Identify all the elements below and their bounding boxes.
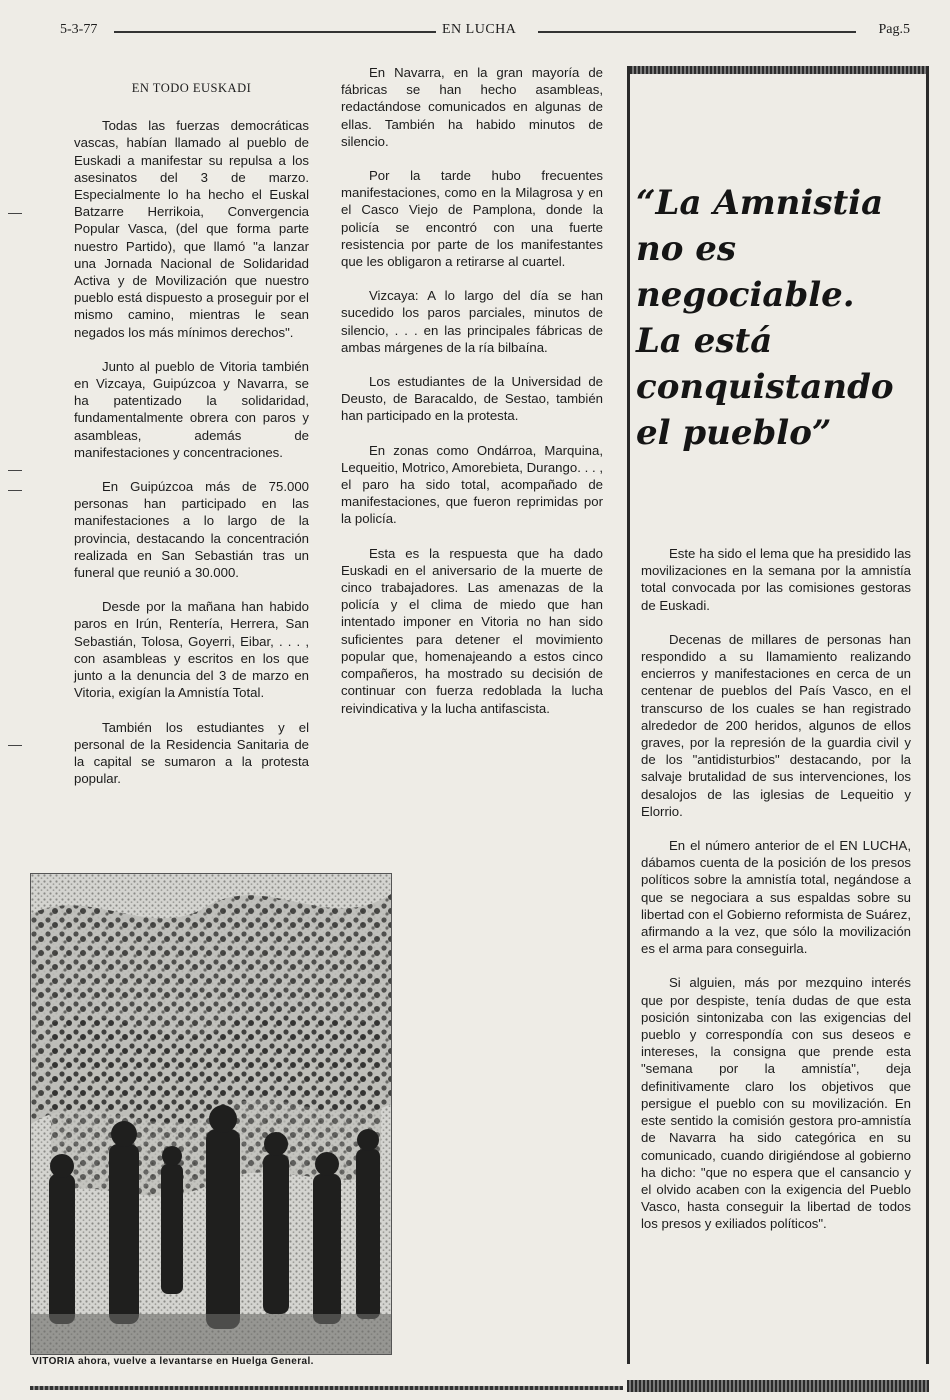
article-continuation <box>341 64 603 734</box>
amnistia-headline <box>636 180 906 456</box>
article-en-todo-euskadi <box>74 80 309 804</box>
headline-line: “La Amnistia <box>636 183 884 223</box>
paragraph: Todas las fuerzas democráticas vascas, habían llamado al pueblo de Euskadi a manifestar su repulsa a los asesinatos del 3 de marzo. Especialmente lo ha hecho el Euskal Batzarre Herrikoia, Convergencia Popular Vasca, (del que forma parte nuestro Partido), que llamó "a lanzar una Jornada Nacional de Solidaridad Activa y de Movilización que nuestro pueblo está dispuesto a proseguir por el mismo camino, mientras le sean negados los más mínimos derechos". <box>74 118 309 340</box>
paragraph: En Guipúzcoa más de 75.000 personas han participado en las manifestaciones a lo largo de la provincia, destacando la concentración realizada en San Sebastián tras un funeral que reunió a 30.000. <box>74 479 309 581</box>
headline-line: La está <box>636 321 773 361</box>
vitoria-strike-photo <box>30 873 392 1355</box>
paragraph: En zonas como Ondárroa, Marquina, Lequeitio, Motrico, Amorebieta, Durango. . . , el paro ha sido total, acompañado de manifestaciones, que fueron reprimidas por la policía. <box>341 442 603 527</box>
bottom-rule <box>30 1386 623 1390</box>
photo-caption: VITORIA ahora, vuelve a levantarse en Huelga General. <box>32 1356 314 1367</box>
headline-line: el pueblo” <box>636 413 832 453</box>
paragraph: Decenas de millares de personas han respondido a su llamamiento realizando encierros y manifestaciones en cerca de un centenar de pueblos del País Vasco, en el transcurso de los cuales se han registrado alrededor de 200 heridos, algunos de ellos graves, por la represión de la guardia civil y de los "antidisturbios" destacando, por la salvaje brutalidad de sus intervenciones, los desalojos de las iglesias de Lequeitio y Elorrio. <box>641 631 911 819</box>
issue-date: 5-3-77 <box>60 22 98 37</box>
headline-line: no es <box>636 229 737 269</box>
header-rule-left <box>114 31 436 33</box>
paragraph: También los estudiantes y el personal de la Residencia Sanitaria de la capital se sumaron a la protesta popular. <box>74 719 309 787</box>
paragraph: Vizcaya: A lo largo del día se han sucedido los paros parciales, minutos de silencio, . . . en las principales fábricas de ambas márgenes de la ría bilbaína. <box>341 288 603 355</box>
paragraph: Si alguien, más por mezquino interés que por despiste, tenía dudas de que esta posición sintonizaba con las exigencias del pueblo y correspondía con sus deseos e intereses, la consigna que prende esta "semana por la amnistía", deja definitivamente claro los objetivos que persigue el pueblo con su movilización. En este sentido la comisión gestora pro-amnistía de Navarra ha sido categórica en su comunicado, cuando dirigiéndose al gobierno ha dicho: "que no espera que el cansancio y el olvido acaben con la exigencia del Pueblo Vasco, hasta conseguir la libertad de todos los presos y exiliados políticos". <box>641 975 911 1232</box>
photo-illustration <box>31 874 391 1354</box>
headline-line: conquistando <box>636 367 894 407</box>
margin-mark <box>8 213 22 214</box>
margin-mark <box>8 470 22 471</box>
margin-mark <box>8 490 22 491</box>
paragraph: Este ha sido el lema que ha presidido las movilizaciones en la semana por la amnistía total convocada por las comisiones gestoras de Euskadi. <box>641 546 911 613</box>
paragraph: Esta es la respuesta que ha dado Euskadi en el aniversario de la muerte de cinco trabajadores. Las amenazas de la policía y el clima de miedo que han intentado imponer en Vitoria no han sido suficientes para detener el movimiento popular que, homenajeando a estos cinco compañeros, ha mostrado su decisión de continuar con fuerza redoblada la lucha reivindicativa y la lucha antifascista. <box>341 545 603 716</box>
header-rule-right <box>538 31 856 33</box>
publication-name: EN LUCHA <box>442 22 517 37</box>
paragraph: En Navarra, en la gran mayoría de fábricas se han hecho asambleas, redactándose comunicados en algunas de ellas. También ha habido minutos de silencio. <box>341 65 603 149</box>
paragraph: Por la tarde hubo frecuentes manifestaciones, como en la Milagrosa y en el Casco Viejo de Pamplona, donde la policía se encontró con una fuerte resistencia por parte de los manifestantes que les obligaron a retirarse al cuartel. <box>341 168 603 270</box>
paragraph: En el número anterior de el EN LUCHA, dábamos cuenta de la posición de los presos políticos sobre la amnistía total, negándose a que se negociara a sus espaldas sobre su libertad con el Gobierno reformista de Suárez, afirmando a la vez, que sólo la movilización es el arma para conseguirla. <box>641 838 911 957</box>
headline-line: negociable. <box>636 275 855 315</box>
section-title: EN TODO EUSKADI <box>131 81 252 95</box>
page-number: Pag.5 <box>878 22 910 37</box>
box-bottom-band <box>627 1380 929 1392</box>
paragraph: Junto al pueblo de Vitoria también en Vizcaya, Guipúzcoa y Navarra, se ha patentizado la solidaridad, fundamentalmente obrera con paros y asambleas, además de manifestaciones y concentraciones. <box>74 358 309 460</box>
paragraph: Desde por la mañana han habido paros en Irún, Rentería, Herrera, San Sebastián, Tolosa, Goyerri, Eibar, . . . , con asambleas y escritos en los que junto a la denuncia del 3 de marzo en Vitoria, exigían la Amnistía Total. <box>74 599 309 701</box>
box-top-band <box>630 66 926 74</box>
paragraph: Los estudiantes de la Universidad de Deusto, de Baracaldo, de Sestao, también han participado en la protesta. <box>341 374 603 424</box>
margin-mark <box>8 745 22 746</box>
page-header <box>60 18 910 42</box>
article-amnistia <box>641 545 911 1250</box>
